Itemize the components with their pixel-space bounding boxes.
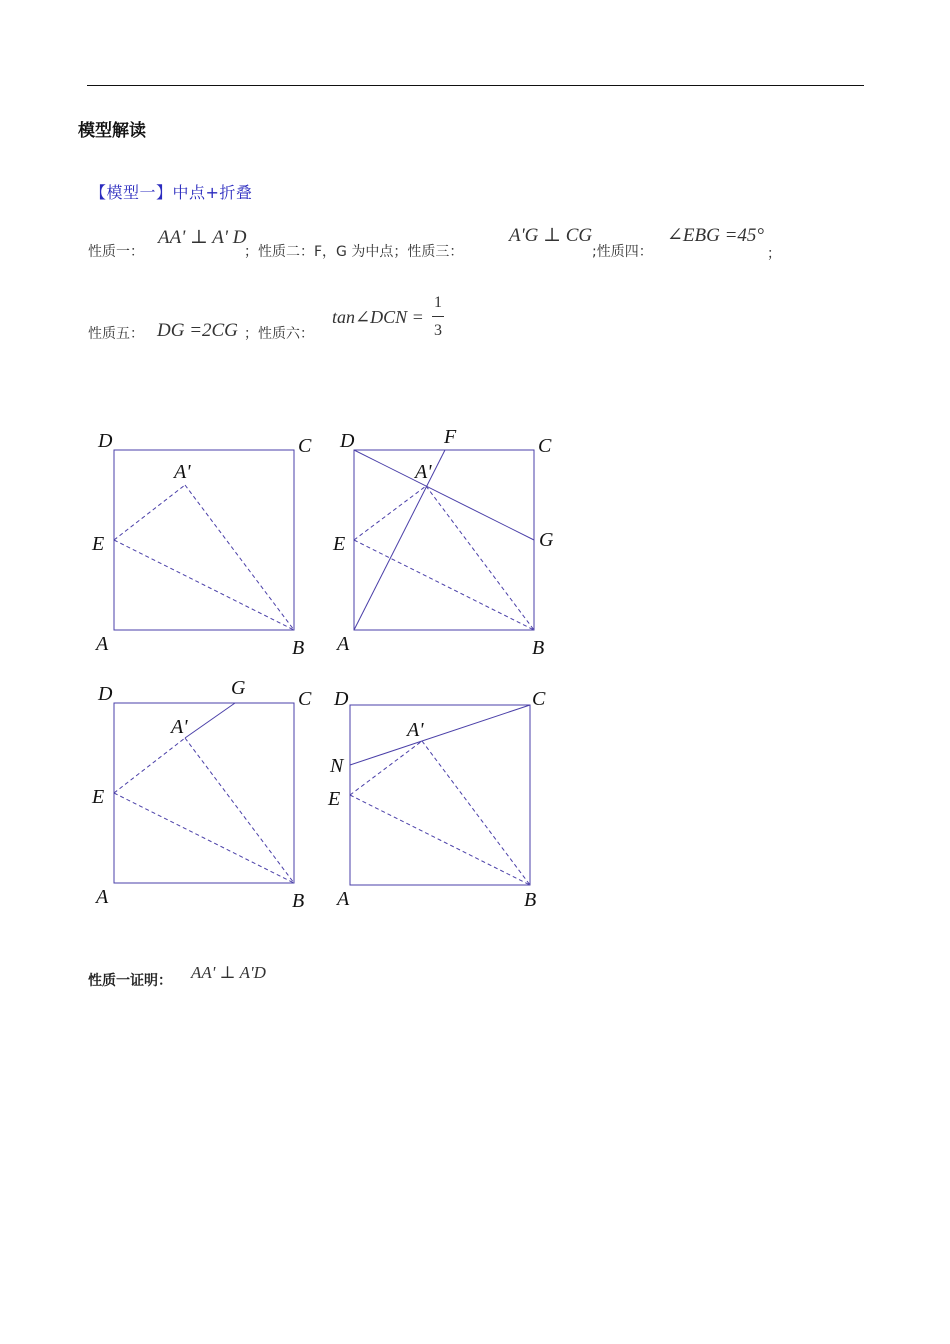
model-title: 【模型一】中点+折叠 bbox=[90, 183, 253, 202]
property-6-math: tan∠DCN = bbox=[332, 307, 424, 327]
fold-line-ab-3 bbox=[185, 738, 294, 883]
square-abcd-1 bbox=[114, 450, 294, 630]
line-dg bbox=[354, 450, 534, 540]
fold-line-eb-2 bbox=[354, 540, 534, 630]
label-a: A bbox=[96, 886, 109, 908]
label-a-prime: A' bbox=[415, 461, 432, 483]
label-d: D bbox=[340, 430, 355, 452]
fraction-numerator: 1 bbox=[434, 294, 442, 311]
label-b: B bbox=[292, 890, 305, 912]
property-5-math: DG =2CG bbox=[157, 320, 238, 341]
property-1-math: AA' ⊥ A' D bbox=[158, 227, 247, 248]
fold-line-ab-4 bbox=[422, 741, 530, 885]
label-d: D bbox=[334, 688, 349, 710]
fold-line-eb-4 bbox=[350, 795, 530, 885]
label-a-prime: A' bbox=[407, 719, 424, 741]
properties-text: ；性质二：F，G 为中点；性质三： bbox=[244, 244, 464, 260]
fold-line-ea-4 bbox=[350, 741, 422, 795]
fold-line-ea-2 bbox=[354, 486, 426, 540]
section-heading: 模型解读 bbox=[78, 121, 146, 141]
property-4-math: ∠EBG =45° bbox=[667, 225, 765, 246]
label-e: E bbox=[92, 533, 105, 555]
label-c: C bbox=[298, 435, 312, 457]
proof-math: AA' ⊥ A'D bbox=[191, 963, 266, 982]
fold-line-eb-3 bbox=[114, 793, 294, 883]
label-d: D bbox=[98, 683, 113, 705]
figure-2 bbox=[354, 450, 534, 630]
label-e: E bbox=[328, 788, 341, 810]
label-a: A bbox=[337, 888, 350, 910]
label-a-prime: A' bbox=[174, 461, 191, 483]
property-1-label: 性质一： bbox=[88, 244, 144, 260]
label-n: N bbox=[330, 755, 344, 777]
proof-label: 性质一证明： bbox=[88, 973, 172, 989]
label-a: A bbox=[337, 633, 350, 655]
label-g: G bbox=[539, 529, 554, 551]
figure-4 bbox=[350, 705, 530, 885]
label-d: D bbox=[98, 430, 113, 452]
label-b: B bbox=[292, 637, 305, 659]
label-g: G bbox=[231, 677, 246, 699]
fold-line-ea bbox=[114, 485, 185, 540]
label-c: C bbox=[298, 688, 312, 710]
property-4-label: ;性质四： bbox=[592, 244, 653, 260]
label-b: B bbox=[532, 637, 545, 659]
fold-line-ab-2 bbox=[426, 486, 534, 630]
label-a-prime: A' bbox=[171, 716, 188, 738]
label-b: B bbox=[524, 889, 537, 911]
label-f: F bbox=[444, 426, 457, 448]
fold-line-ab bbox=[185, 485, 294, 630]
square-abcd-4 bbox=[350, 705, 530, 885]
label-e: E bbox=[92, 786, 105, 808]
label-a: A bbox=[96, 633, 109, 655]
line-nc bbox=[350, 705, 530, 765]
fold-line-ea-3 bbox=[114, 738, 185, 793]
square-abcd-2 bbox=[354, 450, 534, 630]
label-e: E bbox=[333, 533, 346, 555]
property-3-math: A'G ⊥ CG bbox=[509, 225, 593, 246]
line-ag bbox=[185, 703, 235, 738]
fold-line-eb bbox=[114, 540, 294, 630]
line-end: ； bbox=[767, 246, 781, 262]
label-c: C bbox=[538, 435, 552, 457]
figure-3 bbox=[114, 703, 294, 883]
property-5-label: 性质五： bbox=[88, 326, 144, 342]
label-c: C bbox=[532, 688, 546, 710]
figure-1 bbox=[114, 450, 294, 630]
fraction-denominator: 3 bbox=[434, 322, 442, 339]
square-abcd-3 bbox=[114, 703, 294, 883]
property-6-label: ；性质六： bbox=[244, 326, 314, 342]
